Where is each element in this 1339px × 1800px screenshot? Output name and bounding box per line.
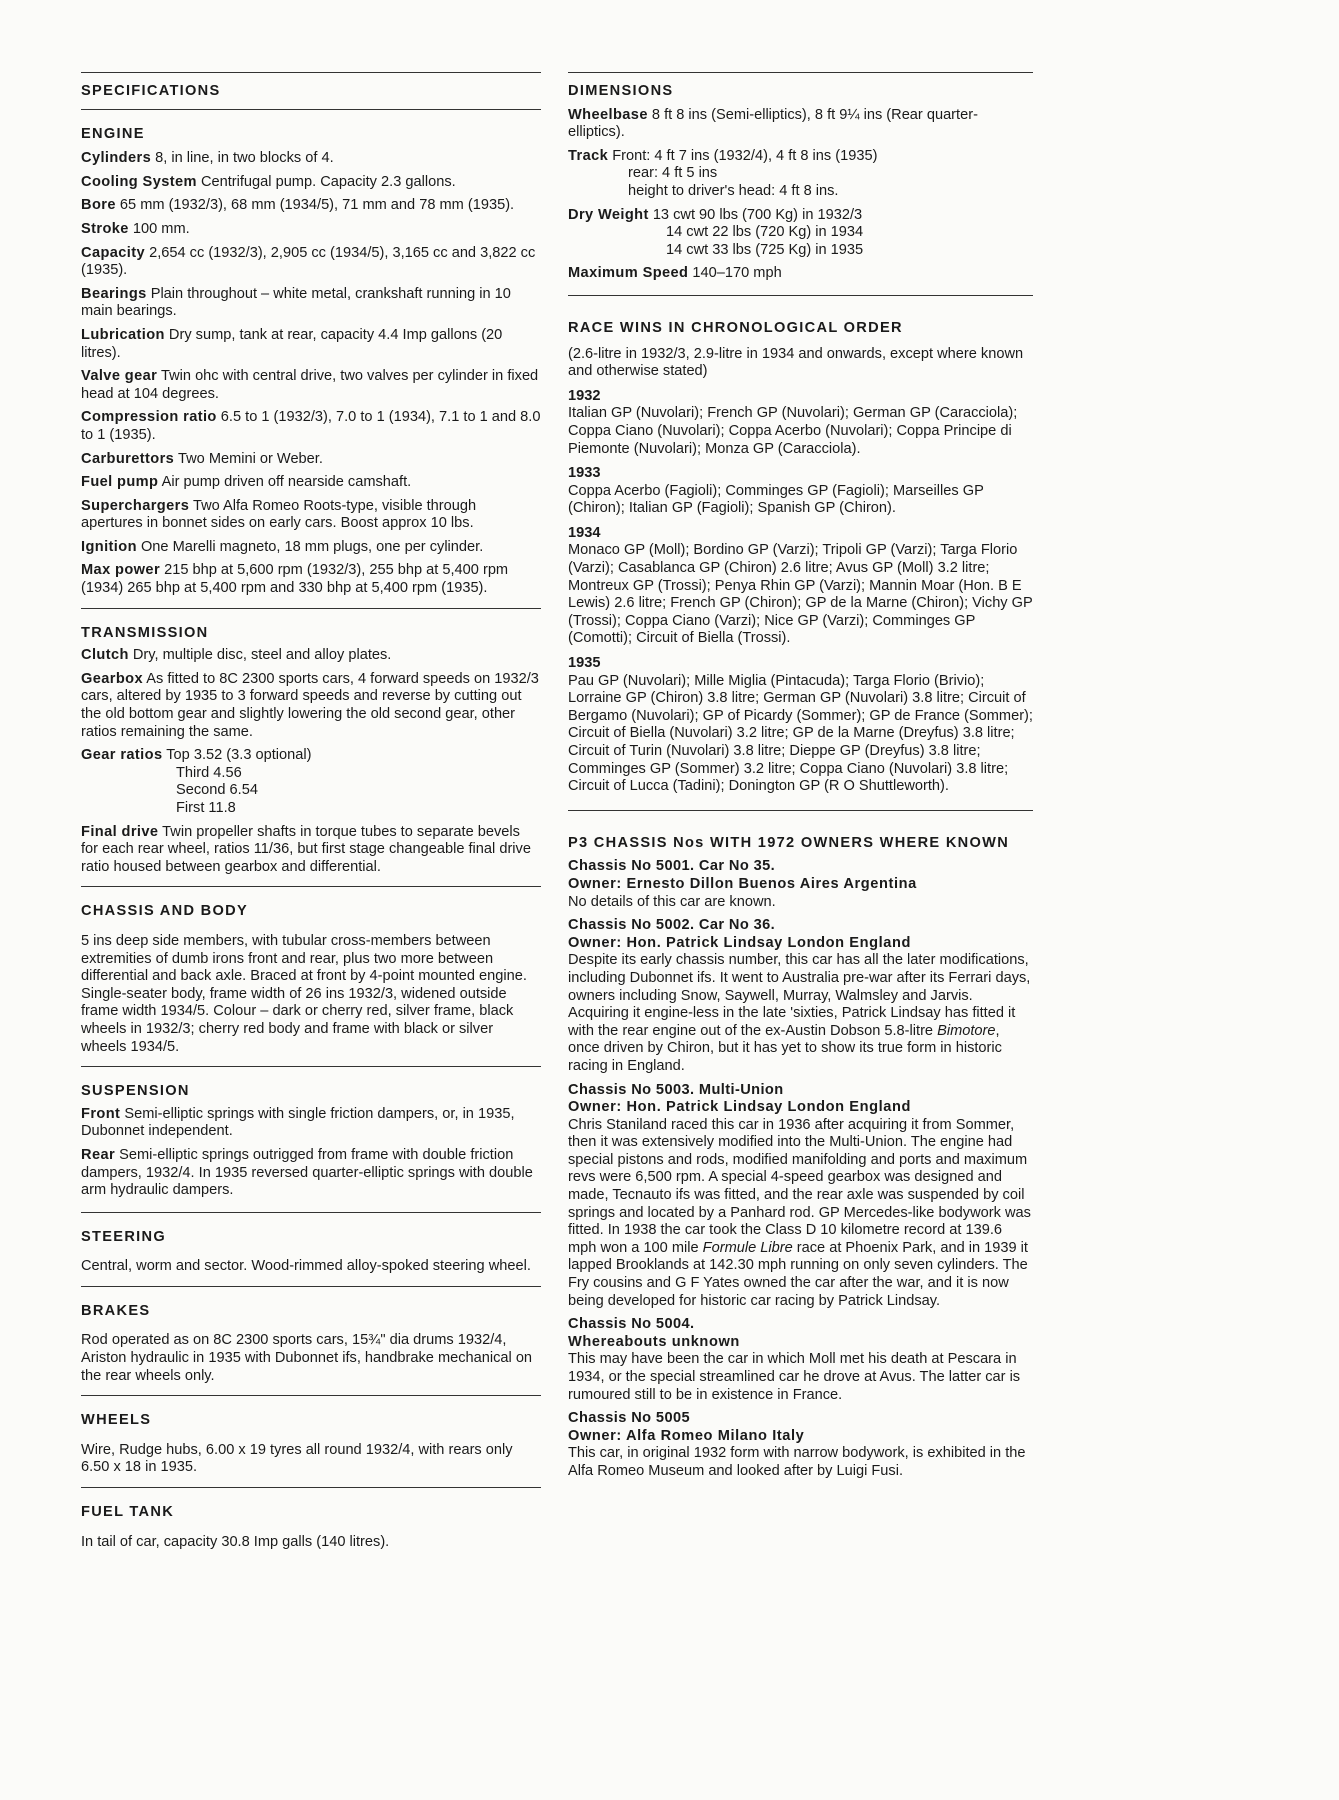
transmission-title: TRANSMISSION (81, 624, 209, 641)
spec-label: Wheelbase (568, 106, 648, 123)
race-wins-intro: (2.6-litre in 1932/3, 2.9-litre in 1934 and onwards, except where known and otherwise stated) (568, 345, 1024, 380)
spec-label: Superchargers (81, 497, 190, 514)
engine-spec (81, 150, 541, 168)
fuel-tank-text: In tail of car, capacity 30.8 Imp galls (140 litres). (81, 1533, 390, 1550)
engine-spec (81, 451, 541, 469)
chassis-entry (568, 917, 1033, 1075)
spec-text: Two Alfa Romeo Roots-type, visible through apertures in bonnet sides on early cars. Boost approx 10 lbs. (81, 497, 477, 532)
spec-label: Gearbox (81, 670, 144, 687)
race-year-text: Monaco GP (Moll); Bordino GP (Varzi); Tripoli GP (Varzi); Targa Florio (Varzi); Casablanca GP (Chiron) 2.6 litre; Avus GP (Moll) 3.2 litre; Montreux GP (Trossi); Penya Rhin GP (Varzi); Mannin Moar (Hon. B E Lewis) 2.6 litre; French GP (Chiron); GP de la Marne (Chiron); Vichy GP (Trossi); Coppa Ciano (Varzi); Nice GP (Varzi); Comminges GP (Comotti); Circuit of Biella (Trossi). (568, 542, 1033, 647)
chassis-text: Chris Staniland raced this car in 1936 after acquiring it from Sommer, then it was extensively modified into the Multi-Union. The engine had special pistons and rods, modified manifolding and ports and maximum revs were 6,500 rpm. A special 4-speed gearbox was designed and made, Tecnauto ifs was fitted, and the rear axle was suspended by coil springs and located by a Panhard rod. GP Mercedes-like bodywork was fitted. In 1938 the car took the Class D 10 kilometre record at 139.6 mph won a 100 mile (568, 1116, 1031, 1256)
chassis-list-title: P3 CHASSIS Nos WITH 1972 OWNERS WHERE KNOWN (568, 834, 1010, 851)
chassis-description (568, 1445, 1033, 1480)
spec-text: Plain throughout – white metal, crankshaft running in 10 main bearings. (81, 285, 511, 320)
engine-spec (81, 286, 541, 321)
brakes-title: BRAKES (81, 1302, 151, 1319)
engine-spec (81, 245, 541, 280)
engine-spec (81, 368, 541, 403)
divider (568, 72, 1033, 73)
spec-text: Twin propeller shafts in torque tubes to separate bevels for each rear wheel, ratios 11/36, but first stage changeable final drive ratio housed between gearbox and differential. (81, 823, 531, 875)
engine-spec (81, 174, 541, 192)
fuel-tank-title: FUEL TANK (81, 1504, 175, 1521)
chassis-number: Chassis No 5005 (568, 1410, 691, 1427)
chassis-owner: Whereabouts unknown (568, 1333, 740, 1350)
spec-label: Final drive (81, 823, 159, 840)
max-speed-spec (568, 265, 1033, 283)
wheels-title: WHEELS (81, 1412, 152, 1429)
spec-text: 6.5 to 1 (1932/3), 7.0 to 1 (1934), 7.1 to 1 and 8.0 to 1 (1935). (81, 409, 541, 443)
left-column (81, 72, 541, 1555)
spec-text: One Marelli magneto, 18 mm plugs, one per cylinder. (136, 538, 484, 555)
race-year: 1934 (568, 524, 601, 541)
spec-text: Two Memini or Weber. (174, 450, 323, 467)
engine-spec (81, 221, 541, 239)
chassis-italic-text: Formule Libre (702, 1239, 793, 1256)
dimensions-title: DIMENSIONS (568, 83, 674, 99)
spec-label: Front (81, 1105, 121, 1122)
track-line: height to driver's head: 4 ft 8 ins. (628, 182, 839, 199)
chassis-description (568, 894, 1033, 912)
spec-label: Dry Weight (568, 206, 649, 223)
gear-ratios-spec (81, 747, 541, 817)
race-year: 1933 (568, 465, 601, 482)
spec-text: Air pump driven off nearside camshaft. (158, 474, 412, 491)
chassis-list (568, 858, 1033, 1480)
spec-label: Bore (81, 197, 116, 214)
engine-spec (81, 539, 541, 557)
chassis-entry (568, 1410, 1033, 1480)
chassis-text: This car, in original 1932 form with narrow bodywork, is exhibited in the Alfa Romeo Museum and looked after by Luigi Fusi. (568, 1445, 1026, 1479)
steering-text: Central, worm and sector. Wood-rimmed alloy-spoked steering wheel. (81, 1258, 531, 1275)
spec-text: 215 bhp at 5,600 rpm (1932/3), 255 bhp at 5,400 rpm (1934) 265 bhp at 5,400 rpm and 330 bhp at 5,400 rpm (1935). (81, 562, 509, 597)
steering-title: STEERING (81, 1228, 167, 1245)
divider (81, 109, 541, 110)
chassis-number: Chassis No 5004. (568, 1316, 695, 1333)
spec-label: Stroke (81, 220, 129, 237)
spec-label: Clutch (81, 647, 129, 664)
spec-text: Semi-elliptic springs with single friction dampers, or, in 1935, Dubonnet independent. (81, 1105, 515, 1140)
engine-title: ENGINE (81, 125, 145, 142)
spec-label: Cooling System (81, 173, 197, 190)
spec-label: Compression ratio (81, 409, 217, 426)
chassis-number: Chassis No 5001. Car No 35. (568, 858, 776, 875)
chassis-description (568, 1351, 1033, 1404)
engine-spec (81, 498, 541, 533)
spec-label: Fuel pump (81, 474, 159, 491)
spec-label: Valve gear (81, 368, 158, 385)
gear-ratio-line: Third 4.56 (176, 764, 242, 781)
engine-spec-list (81, 150, 541, 597)
spec-text: 140–170 mph (688, 265, 782, 282)
chassis-text: No details of this car are known. (568, 893, 776, 910)
engine-spec (81, 327, 541, 362)
spec-text: 65 mm (1932/3), 68 mm (1934/5), 71 mm and 78 mm (1935). (115, 197, 515, 214)
chassis-text: race at Phoenix Park, and in 1939 it lapped Brooklands at 142.30 mph running on only seven cylinders. The Fry cousins and G F Yates owned the car after the war, and it is now being developed for historic car racing by Patrick Lindsay. (568, 1239, 1028, 1309)
spec-label: Maximum Speed (568, 265, 689, 282)
engine-spec (81, 409, 541, 444)
spec-label: Max power (81, 562, 161, 579)
engine-spec (81, 474, 541, 492)
brakes-text: Rod operated as on 8C 2300 sports cars, 15¾" dia drums 1932/4, Ariston hydraulic in 1935 with Dubonnet ifs, handbrake mechanical on the rear wheels only. (81, 1332, 533, 1384)
chassis-entry (568, 858, 1033, 911)
right-column (568, 72, 1033, 1485)
chassis-body-title: CHASSIS AND BODY (81, 903, 249, 920)
clutch-spec (81, 647, 541, 665)
gear-ratio-line: First 11.8 (176, 800, 236, 816)
track-spec (568, 148, 1033, 201)
spec-label: Cylinders (81, 150, 152, 167)
spec-label: Lubrication (81, 326, 165, 343)
spec-text: 8, in line, in two blocks of 4. (151, 150, 334, 167)
chassis-owner: Owner: Alfa Romeo Milano Italy (568, 1427, 805, 1444)
spec-label: Track (568, 147, 609, 164)
chassis-owner: Owner: Hon. Patrick Lindsay London England (568, 1099, 912, 1116)
race-wins-title: RACE WINS IN CHRONOLOGICAL ORDER (568, 319, 903, 336)
chassis-number: Chassis No 5002. Car No 36. (568, 917, 776, 934)
wheels-text: Wire, Rudge hubs, 6.00 x 19 tyres all round 1932/4, with rears only 6.50 x 18 in 1935. (81, 1441, 513, 1476)
spec-text: Front: 4 ft 7 ins (1932/4), 4 ft 8 ins (1935) (608, 147, 878, 164)
spec-text: 8 ft 8 ins (Semi-elliptics), 8 ft 9¼ ins (Rear quarter-elliptics). (568, 106, 978, 141)
race-year-text: Italian GP (Nuvolari); French GP (Nuvolari); German GP (Caracciola); Coppa Ciano (Nuvolari); Coppa Acerbo (Nuvolari); Coppa Principe di Piemonte (Nuvolari); Monza GP (Caracciola). (568, 405, 1018, 457)
spec-text: As fitted to 8C 2300 sports cars, 4 forward speeds on 1932/3 cars, altered by 1935 to 3 forward speeds and reverse by cutting out the old bottom gear and slightly lowering the old second gear, other ratios remaining the same. (81, 670, 539, 740)
spec-label: Rear (81, 1146, 116, 1163)
engine-spec (81, 562, 541, 597)
spec-label: Gear ratios (81, 747, 163, 764)
race-year: 1935 (568, 655, 601, 672)
specifications-title: SPECIFICATIONS (81, 83, 221, 99)
chassis-description (568, 1117, 1033, 1311)
spec-label: Ignition (81, 538, 137, 555)
wheelbase-spec (568, 107, 1033, 142)
chassis-body-text: 5 ins deep side members, with tubular cross-members between extremities of dumb irons front and rear, plus two more between differential and back axle. Braced at front by 4-point mounted engine. Single-seater body, frame width of 26 ins 1932/3, widened outside frame width 1934/5. Colour – dark or cherry red, silver frame, black wheels in 1932/3; cherry red body and frame with black or silver wheels 1934/5. (81, 932, 527, 1055)
race-year: 1932 (568, 387, 601, 404)
suspension-title: SUSPENSION (81, 1083, 190, 1100)
chassis-entry (568, 1082, 1033, 1311)
spec-label: Carburettors (81, 450, 175, 467)
spec-text: Dry sump, tank at rear, capacity 4.4 Imp gallons (20 litres). (81, 326, 503, 361)
chassis-entry (568, 1316, 1033, 1404)
chassis-text: Despite its early chassis number, this car has all the later modifications, including Dubonnet ifs. It went to Australia pre-war after its Ferrari days, owners including Snow, Saywell, Murray, Walmsley and Jarvis. Acquiring it engine-less in the late 'sixties, Patrick Lindsay has fitted it with the rear engine out of the ex-Austin Dobson 5.8-litre (568, 952, 1031, 1039)
chassis-owner: Owner: Ernesto Dillon Buenos Aires Argentina (568, 875, 917, 892)
spec-text: 100 mm. (128, 220, 190, 237)
chassis-italic-text: Bimotore (937, 1022, 996, 1039)
spec-text: Semi-elliptic springs outrigged from frame with double friction dampers, 1932/4. In 1935 reversed quarter-elliptic springs with double arm hydraulic dampers. (81, 1146, 533, 1199)
dry-weight-line: 14 cwt 33 lbs (725 Kg) in 1935 (666, 241, 864, 258)
chassis-text: , once driven by Chiron, but it has yet to show its true form in historic racing in England. (568, 1022, 1002, 1074)
track-line: rear: 4 ft 5 ins (628, 165, 718, 182)
chassis-text: This may have been the car in which Moll met his death at Pescara in 1934, or the special streamlined car he drove at Avus. The latter car is rumoured still to be in existence in France. (568, 1351, 1021, 1403)
race-year-text: Coppa Acerbo (Fagioli); Comminges GP (Fagioli); Marseilles GP (Chiron); Italian GP (Fagioli); Spanish GP (Chiron). (568, 482, 984, 517)
spec-label: Capacity (81, 244, 146, 261)
dry-weight-line: 14 cwt 22 lbs (720 Kg) in 1934 (666, 224, 864, 241)
suspension-rear (81, 1147, 541, 1200)
dry-weight-spec (568, 207, 1033, 260)
race-year-text: Pau GP (Nuvolari); Mille Miglia (Pintacuda); Targa Florio (Brivio); Lorraine GP (Chiron) 3.8 litre; German GP (Nuvolari) 3.8 litre; Circuit of Bergamo (Nuvolari); GP of Picardy (Sommer); GP de France (Sommer); Circuit of Biella (Nuvolari) 3.2 litre; GP de la Marne (Dreyfus) 3.8 litre; Circuit of Turin (Nuvolari) 3.8 litre; Dieppe GP (Dreyfus) 3.8 litre; Comminges GP (Sommer) 3.2 litre; Coppa Ciano (Nuvolari) 3.8 litre; Circuit of Lucca (Tadini); Donington GP (R O Shuttleworth). (568, 672, 1033, 795)
spec-text: 13 cwt 90 lbs (700 Kg) in 1932/3 (648, 206, 863, 223)
engine-spec (81, 197, 541, 215)
chassis-number: Chassis No 5003. Multi-Union (568, 1081, 784, 1098)
spec-text: Twin ohc with central drive, two valves per cylinder in fixed head at 104 degrees. (81, 368, 539, 402)
spec-text: 2,654 cc (1932/3), 2,905 cc (1934/5), 3,165 cc and 3,822 cc (1935). (81, 244, 536, 279)
race-wins-list (568, 388, 1033, 796)
spec-text: Centrifugal pump. Capacity 2.3 gallons. (196, 173, 456, 190)
gearbox-spec (81, 671, 541, 741)
divider (81, 72, 541, 73)
suspension-front (81, 1106, 541, 1141)
chassis-description (568, 952, 1033, 1075)
spec-text: Dry, multiple disc, steel and alloy plates. (128, 647, 392, 664)
spec-text: Top 3.52 (3.3 optional) (162, 747, 312, 764)
final-drive-spec (81, 824, 541, 877)
spec-label: Bearings (81, 285, 147, 302)
gear-ratio-line: Second 6.54 (176, 782, 258, 799)
chassis-owner: Owner: Hon. Patrick Lindsay London England (568, 934, 912, 951)
